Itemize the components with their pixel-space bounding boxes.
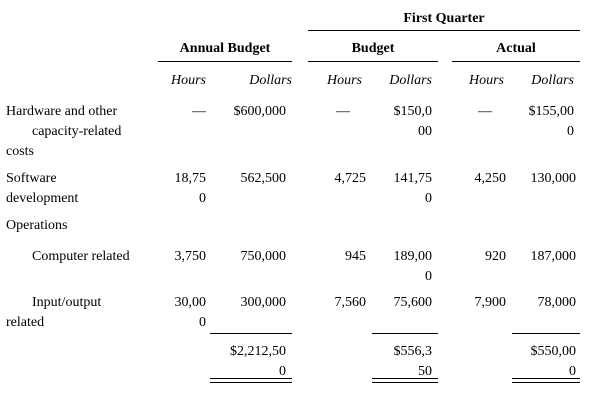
software-actual-hours: 4,250 [474,171,506,186]
hardware-annual-hours: –– [192,104,206,119]
row-label-io-line2: related [6,315,45,330]
row-label-computer-related: Computer related [32,249,130,264]
hardware-actual-hours: –– [478,104,492,119]
actual-header: Actual [496,41,536,56]
computer-budget-hours: 945 [345,249,366,264]
first-quarter-header: First Quarter [403,11,485,26]
annual-total-double-rule [210,378,292,383]
hardware-annual-dollars: $600,000 [233,104,286,119]
hardware-actual-dollars: $155,00 0 [528,104,574,139]
io-annual-hours: 30,00 0 [174,295,206,330]
actual-total-double-rule [512,378,580,383]
software-annual-hours: 18,75 0 [174,171,206,206]
software-annual-dollars: 562,500 [240,171,286,186]
computer-actual-hours: 920 [485,249,506,264]
io-actual-hours: 7,900 [474,295,506,310]
computer-actual-dollars: 187,000 [530,249,576,264]
computer-annual-dollars: 750,000 [240,249,286,264]
row-label-software-line1: Software [6,171,57,186]
io-actual-dollars: 78,000 [537,295,576,310]
budget-total-double-rule [372,378,438,383]
budget-rule [308,61,438,62]
actual-dollars-header: Dollars [531,73,574,88]
total-actual-dollars: $550,00 0 [530,344,576,379]
annual-budget-header: Annual Budget [179,41,271,56]
row-label-io-line1: Input/output [32,295,102,310]
row-label-hardware-line3: costs [6,144,34,159]
software-actual-dollars: 130,000 [530,171,576,186]
row-label-hardware-line2: capacity-related [32,124,122,139]
software-budget-hours: 4,725 [334,171,366,186]
annual-hours-header: Hours [170,73,206,88]
total-budget-dollars: $556,3 50 [393,344,432,379]
computer-annual-hours: 3,750 [174,249,206,264]
software-budget-dollars: 141,75 0 [393,171,432,206]
hardware-budget-dollars: $150,0 00 [393,104,432,139]
budget-subtotal-rule [372,333,438,334]
budget-dollars-header: Dollars [389,73,432,88]
budget-header: Budget [351,41,395,56]
hardware-budget-hours: –– [336,104,350,119]
io-annual-dollars: 300,000 [240,295,286,310]
io-budget-dollars: 75,600 [393,295,432,310]
annual-dollars-header: Dollars [249,73,292,88]
row-label-operations: Operations [6,218,68,233]
total-annual-dollars: $2,212,50 0 [230,344,286,379]
computer-budget-dollars: 189,00 0 [393,249,432,284]
annual-subtotal-rule [210,333,292,334]
actual-rule [452,61,580,62]
first-quarter-rule [308,30,580,31]
budget-hours-header: Hours [326,73,362,88]
actual-hours-header: Hours [468,73,504,88]
actual-subtotal-rule [512,333,580,334]
row-label-software-line2: development [6,191,79,206]
annual-budget-rule [158,61,292,62]
io-budget-hours: 7,560 [334,295,366,310]
row-label-hardware-line1: Hardware and other [6,104,118,119]
